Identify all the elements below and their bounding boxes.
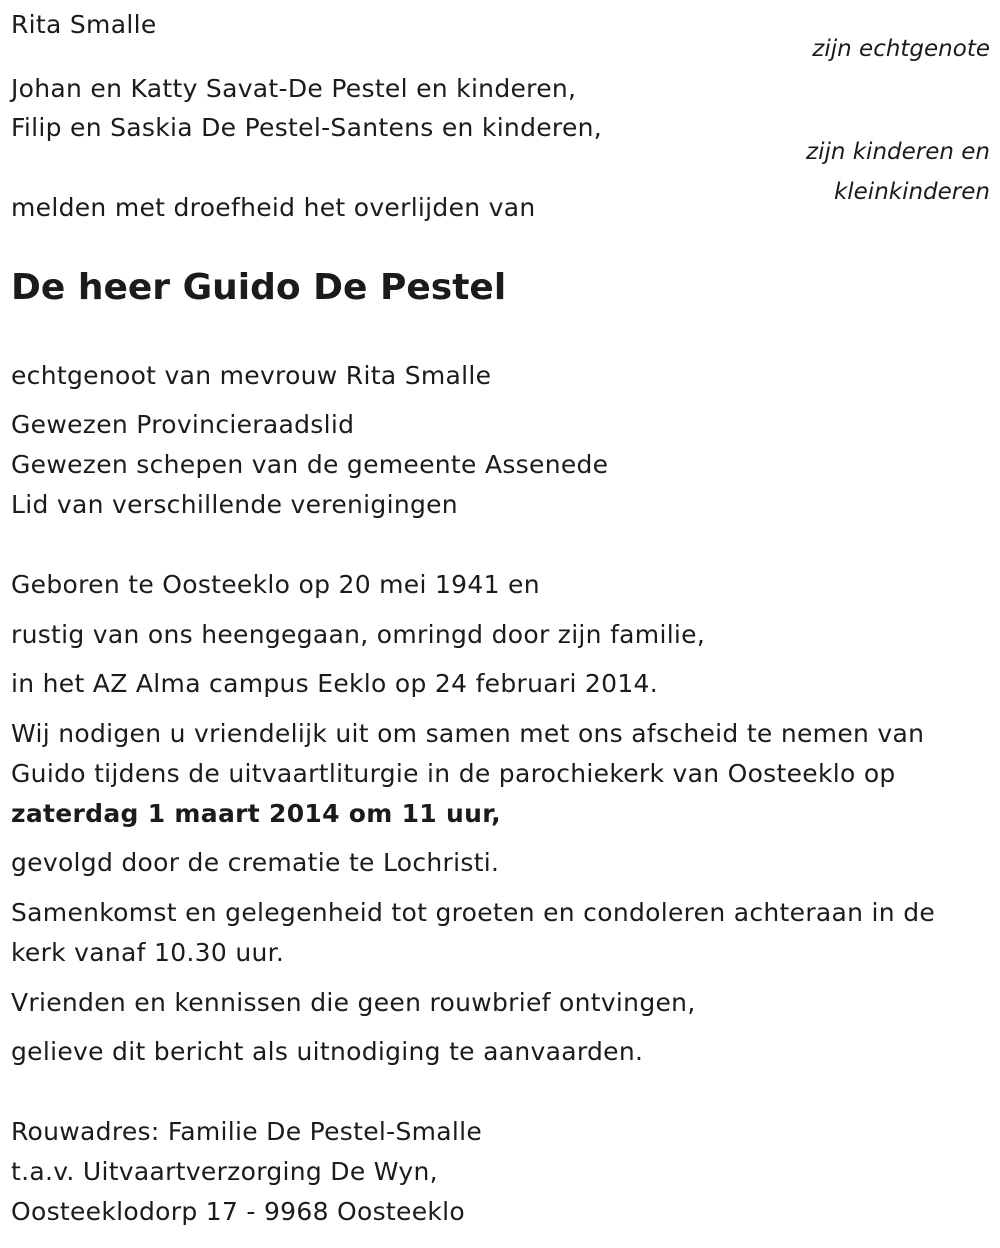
child-family-2: Filip en Saskia De Pestel-Santens en kinderen, (11, 113, 603, 142)
child-family-1: Johan en Katty Savat-De Pestel en kinderen, (11, 74, 577, 103)
invite-line-2: Guido tijdens de uitvaartliturgie in de parochiekerk van Oosteeklo op (11, 759, 896, 788)
children-role-line2: kleinkinderen (833, 179, 990, 205)
deceased-name: De heer Guido De Pestel (11, 267, 507, 308)
address-line-2: t.a.v. Uitvaartverzorging De Wyn, (11, 1157, 438, 1186)
spouse-role: zijn echtgenote (812, 36, 990, 62)
title-line-1: Gewezen Provincieraadslid (11, 410, 355, 439)
cremation-line: gevolgd door de crematie te Lochristi. (11, 848, 500, 877)
address-line-3: Oosteeklodorp 17 - 9968 Oosteeklo (11, 1197, 466, 1226)
title-line-3: Lid van verschillende verenigingen (11, 490, 458, 519)
passed-line: rustig van ons heengegaan, omringd door zijn familie, (11, 620, 706, 649)
place-line: in het AZ Alma campus Eeklo op 24 februari 2014. (11, 669, 659, 698)
children-role-line1: zijn kinderen en (806, 139, 990, 165)
title-line-2: Gewezen schepen van de gemeente Assenede (11, 450, 609, 479)
spouse-line: echtgenoot van mevrouw Rita Smalle (11, 361, 492, 390)
invite-line-1: Wij nodigen u vriendelijk uit om samen met ons afscheid te nemen van (11, 719, 925, 748)
address-line-1: Rouwadres: Familie De Pestel-Smalle (11, 1117, 483, 1146)
friends-line-2: gelieve dit bericht als uitnodiging te aanvaarden. (11, 1037, 644, 1066)
gathering-line-2: kerk vanaf 10.30 uur. (11, 938, 285, 967)
gathering-line-1: Samenkomst en gelegenheid tot groeten en condoleren achteraan in de (11, 898, 936, 927)
announcement: melden met droefheid het overlijden van (11, 193, 536, 222)
spouse-name: Rita Smalle (11, 10, 157, 39)
friends-line-1: Vrienden en kennissen die geen rouwbrief ontvingen, (11, 988, 696, 1017)
ceremony-date: zaterdag 1 maart 2014 om 11 uur, (11, 799, 501, 828)
born-line: Geboren te Oosteeklo op 20 mei 1941 en (11, 570, 540, 599)
